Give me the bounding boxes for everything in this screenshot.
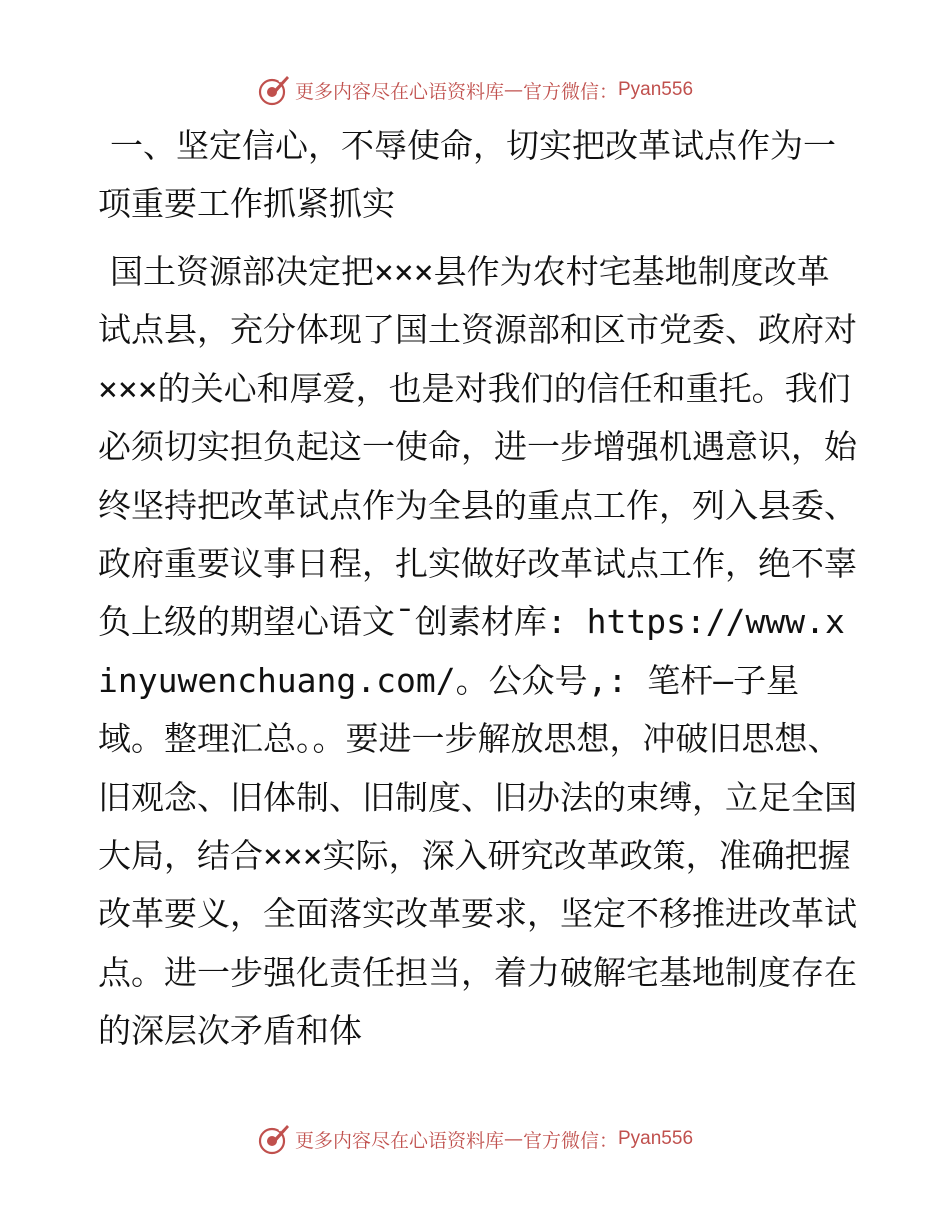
header-separator: — [503, 79, 523, 101]
header-wechat-id: Pyan556 [618, 79, 694, 100]
footer-promo-text: 更多内容尽在心语资料库 [294, 1129, 504, 1152]
header-promo-text: 更多内容尽在心语资料库 [294, 80, 504, 103]
footer-separator: — [503, 1128, 523, 1150]
footer-banner [0, 1119, 950, 1159]
document-body [98, 117, 858, 1061]
header-wechat-label: 官方微信： [522, 80, 618, 103]
quill-pen-logo-icon [257, 1122, 291, 1156]
body-paragraph: 国土资源部决定把×××县作为农村宅基地制度改革试点县，充分体现了国土资源部和区市党委、政府对×××的关心和厚爱，也是对我们的信任和重托。我们必须切实担负起这一使命，进一步增强机遇意识，始终坚持把改革试点作为全县的重点工作，列入县委、政府重要议事日程，扎实做好改革试点工作，绝不辜负上级的期望心语文¯创素材库: https://www.xinyuwenchuang.com/。公众号,: 笔杆—子星域。整理汇总。。要进一步解放思想，冲破旧思想、旧观念、旧体制、旧制度、旧办法的束缚，立足全国大局，结合×××实际，深入研究改革政策，准确把握改革要义，全面落实改革要求，坚定不移推进改革试点。进一步强化责任担当，着力破解宅基地制度存在的深层次矛盾和体 [98, 252, 857, 1051]
footer-wechat-label: 官方微信： [522, 1129, 618, 1152]
footer-wechat-id: Pyan556 [618, 1128, 694, 1149]
header-banner [0, 70, 950, 110]
quill-pen-logo-icon [257, 73, 291, 107]
section-heading: 一、坚定信心，不辱使命，切实把改革试点作为一项重要工作抓紧抓实 [98, 126, 836, 223]
